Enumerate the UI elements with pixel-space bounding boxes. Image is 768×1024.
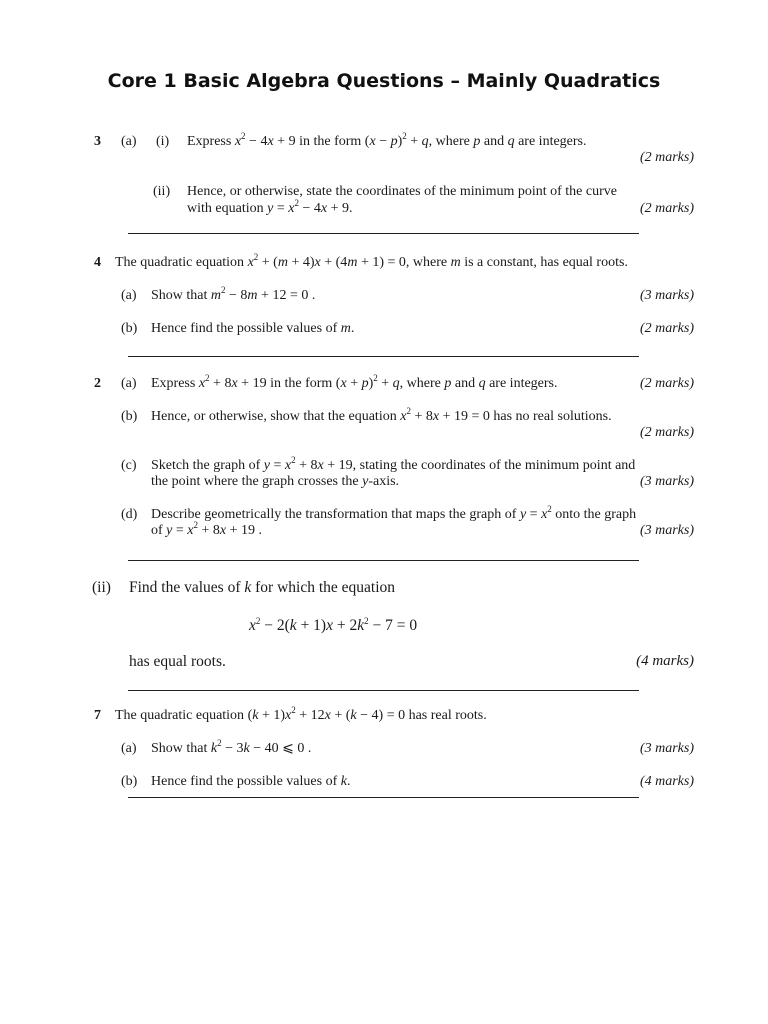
question-text: The quadratic equation $(k + 1)x^2 + 12x + (k - 4) = 0$ has real roots. [115,705,487,723]
marks-label: (3 marks) [639,741,694,756]
divider [128,690,639,691]
part-label: (b) [121,774,138,789]
question-number: 4 [94,255,101,270]
part-label: (c) [121,458,137,473]
part-label: (b) [121,321,138,336]
page-title: Core 1 Basic Algebra Questions – Mainly Quadratics [107,70,661,92]
part-label: (a) [121,376,137,391]
marks-label: (2 marks) [639,376,694,391]
question-text: Hence find the possible values of m. [151,321,355,336]
subpart-label: (ii) [153,184,171,199]
marks-label: (4 marks) [636,653,694,669]
equation: $x^2 - 2(k + 1)x + 2k^2 - 7 = 0$ [249,616,418,634]
question-text: Express $x^2 - 4x + 9$ in the form $(x - p)^2 + q$, where p and q are integers. [187,131,587,149]
marks-label: (2 marks) [639,201,694,216]
divider [128,233,639,234]
divider [128,356,639,357]
question-text: with equation $y = x^2 - 4x + 9$. [187,198,353,216]
question-text: Express $x^2 + 8x + 19$ in the form $(x + p)^2 + q$, where p and q are integers. [151,373,558,391]
marks-label: (3 marks) [639,474,694,489]
question-text: Show that $k^2 - 3k - 40$ ⩽ 0 . [151,738,312,756]
question-text: Hence, or otherwise, state the coordinates of the minimum point of the curve [187,184,617,199]
divider [128,560,639,561]
question-number: 7 [94,708,101,723]
marks-label: (3 marks) [639,288,694,303]
marks-label: (4 marks) [639,774,694,789]
marks-label: (2 marks) [639,321,694,336]
question-text: Sketch the graph of $y = x^2 + 8x + 19$, stating the coordinates of the minimum point and [151,455,636,473]
divider [128,797,639,798]
question-text: Describe geometrically the transformation that maps the graph of $y = x^2$ onto the graph [151,504,637,522]
question-text: Find the values of k for which the equation [129,579,396,596]
marks-label: (2 marks) [639,425,694,440]
question-text: has equal roots. [129,653,226,670]
part-label: (d) [121,507,138,522]
part-label: (b) [121,409,138,424]
question-text: the point where the graph crosses the y-axis. [151,474,400,489]
question-number: 2 [94,376,101,391]
question-text: Hence, or otherwise, show that the equation $x^2 + 8x + 19 = 0$ has no real solutions. [151,406,612,424]
part-label: (a) [121,741,137,756]
question-text: The quadratic equation $x^2 + (m + 4)x + (4m + 1) = 0$, where m is a constant, has equal roots. [115,252,628,270]
part-label: (a) [121,134,137,149]
question-text: Hence find the possible values of k. [151,774,351,789]
part-label: (a) [121,288,137,303]
question-number: 3 [94,134,101,149]
marks-label: (3 marks) [639,523,694,538]
subpart-label: (i) [156,134,170,149]
subpart-label: (ii) [92,579,111,596]
question-text: of $y = x^2 + 8x + 19$ . [151,520,263,538]
question-text: Show that $m^2 - 8m + 12 = 0$ . [151,285,316,303]
marks-label: (2 marks) [639,150,694,165]
